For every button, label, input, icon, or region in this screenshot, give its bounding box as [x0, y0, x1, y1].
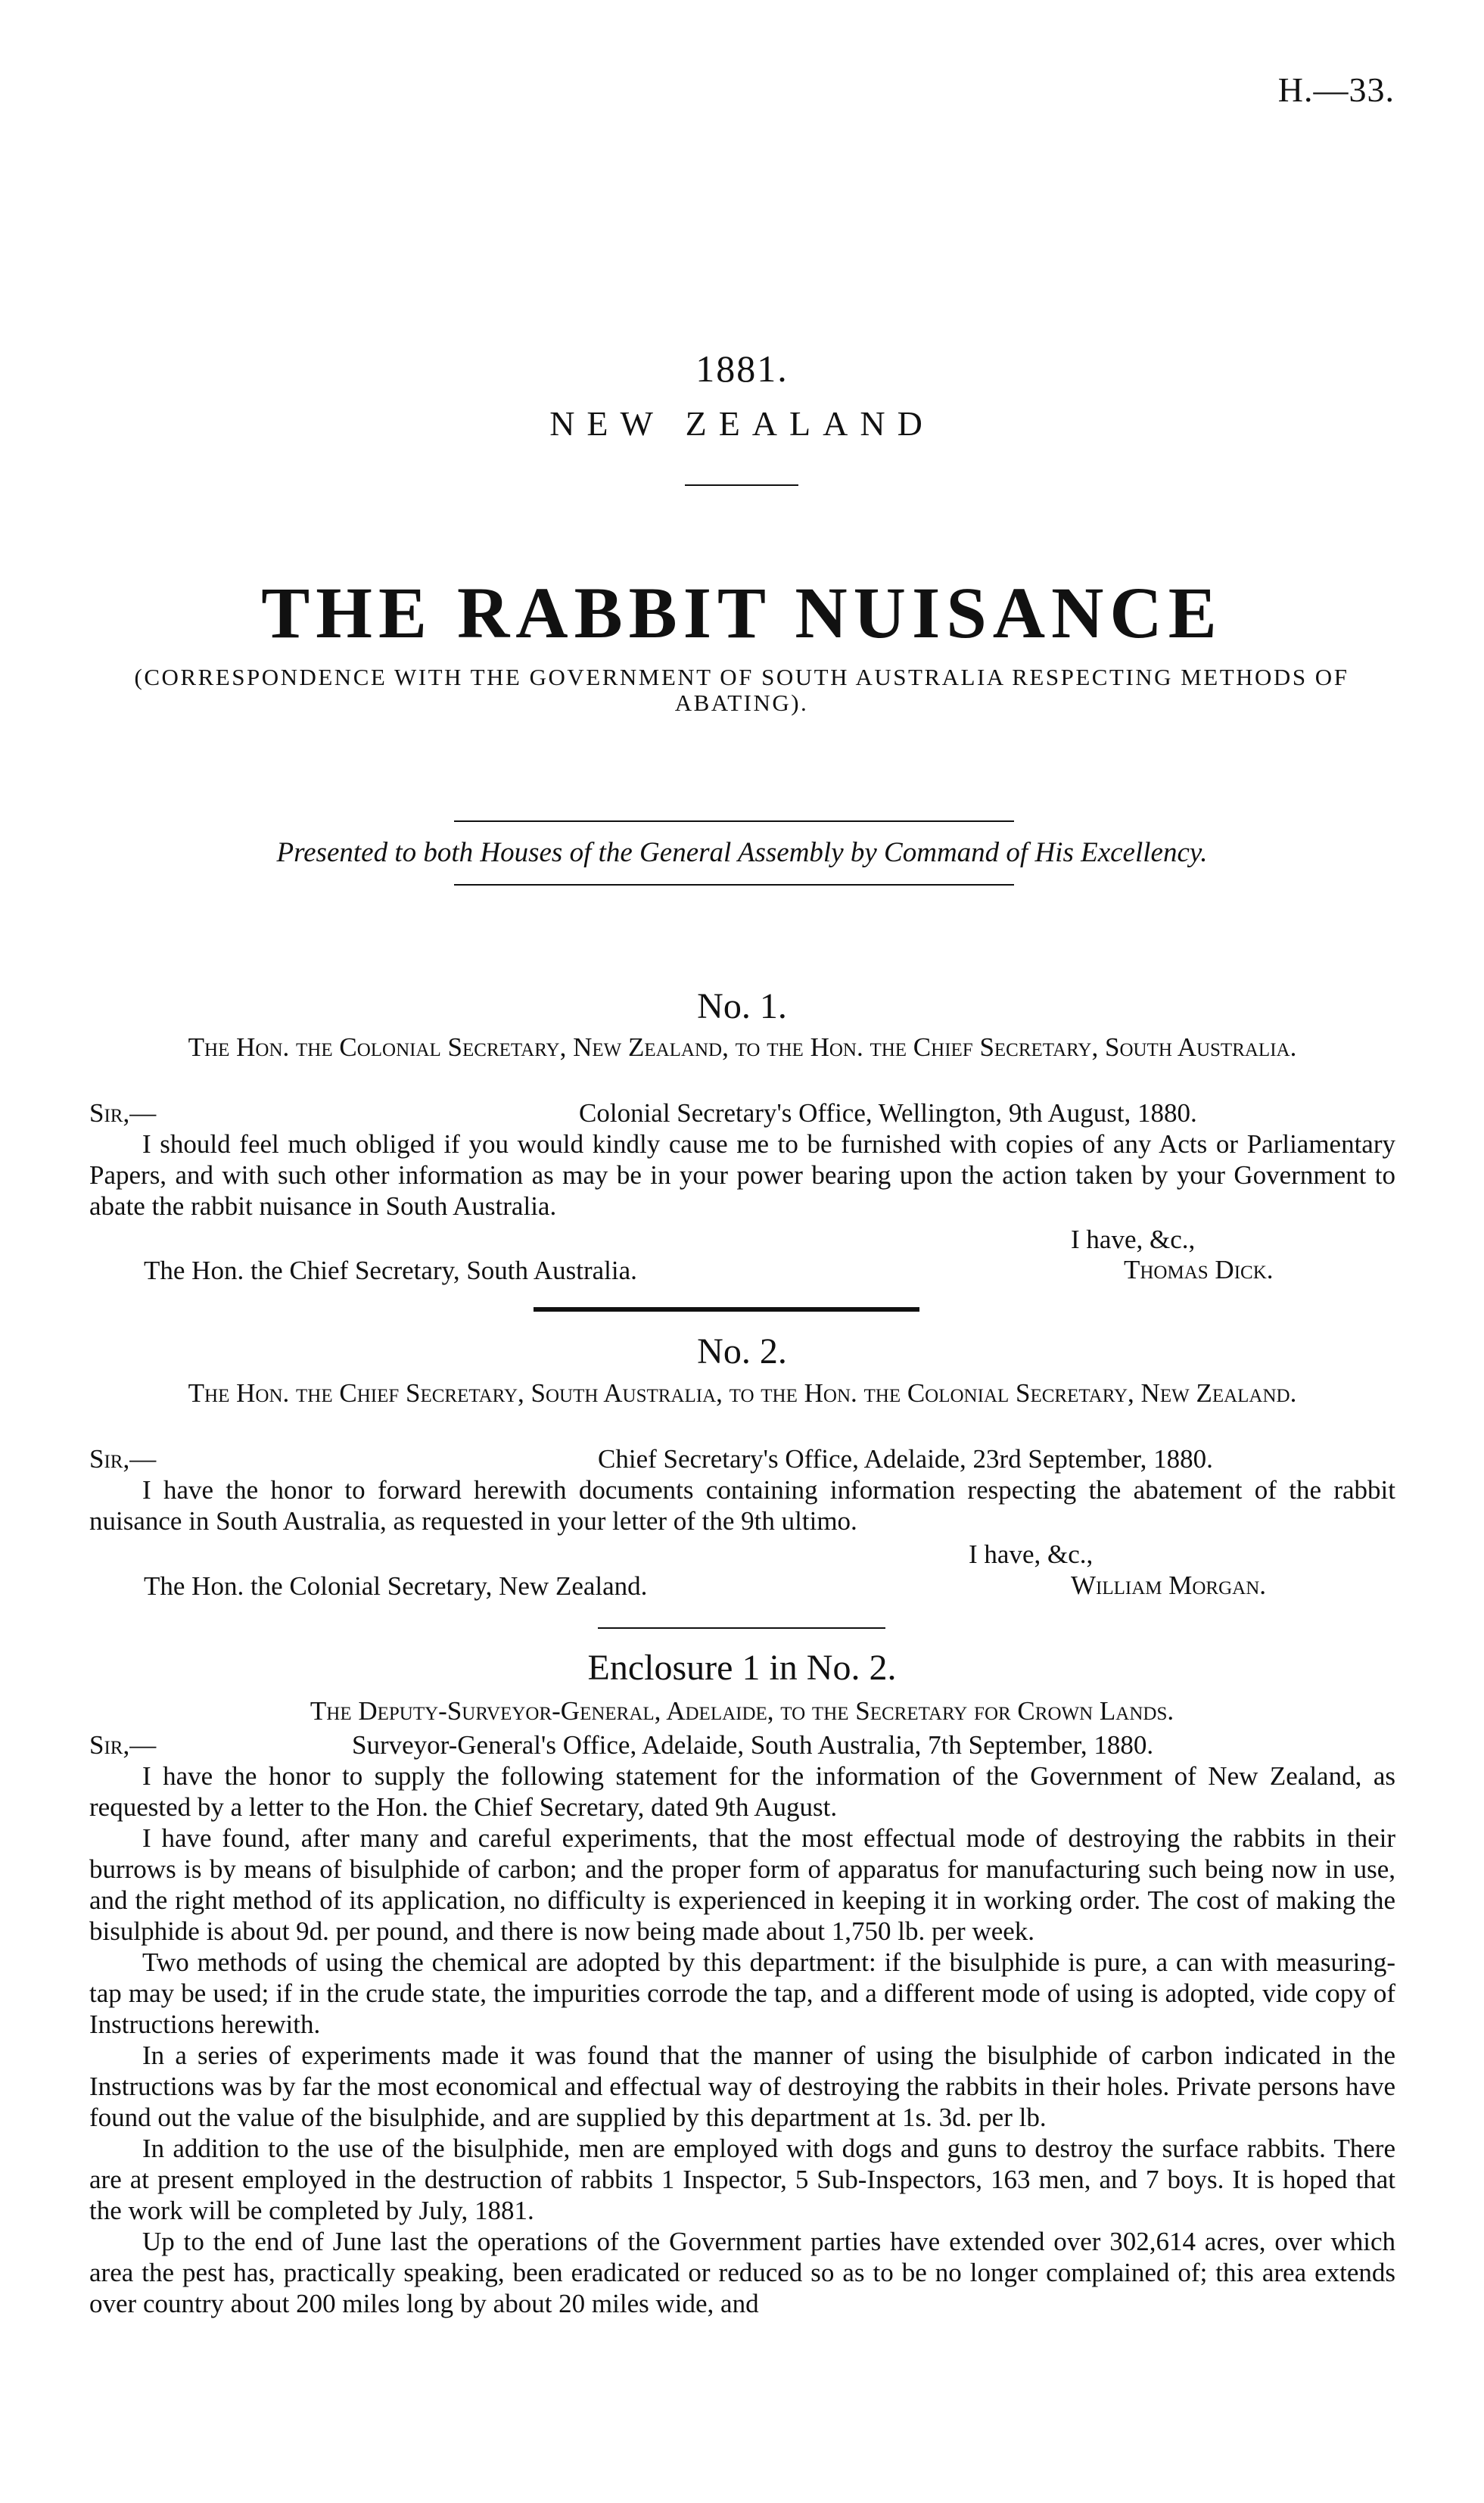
letter-1-salutation: Sir,—	[89, 1098, 157, 1128]
letter-1-signature: Thomas Dick.	[1124, 1255, 1274, 1284]
presented-line: Presented to both Houses of the General Assembly by Command of His Excellency.	[276, 837, 1208, 868]
enclosure-salutation: Sir,—	[89, 1730, 157, 1760]
letter-2-body	[89, 1474, 1395, 1536]
document-subtitle: (CORRESPONDENCE WITH THE GOVERNMENT OF SOUTH AUSTRALIA RESPECTING METHODS OF ABATING).	[134, 664, 1349, 716]
country: NEW ZEALAND	[549, 404, 935, 443]
letter-1-recipient: The Hon. the Chief Secretary, South Australia.	[144, 1256, 637, 1285]
letter-2-recipient: The Hon. the Colonial Secretary, New Zealand.	[144, 1571, 648, 1601]
letter-1-place-date: Colonial Secretary's Office, Wellington, 9th August, 1880.	[579, 1098, 1197, 1128]
section-divider-heavy	[534, 1307, 919, 1312]
enclosure-paragraph-1: I have the honor to supply the following statement for the information of the Government of New Zealand, as requested by a letter to the Hon. the Chief Secretary, dated 9th August.	[89, 1761, 1395, 1822]
enclosure-place-date: Surveyor-General's Office, Adelaide, South Australia, 7th September, 1880.	[352, 1730, 1154, 1760]
letter-2-heading: No. 2.	[697, 1331, 787, 1371]
presented-rule-bottom	[454, 884, 1014, 886]
year: 1881.	[695, 347, 789, 390]
letter-2-closing: I have, &c.,	[969, 1539, 1094, 1569]
enclosure-address: The Deputy-Surveyor-General, Adelaide, to the Secretary for Crown Lands.	[310, 1696, 1174, 1726]
letter-2-signature: William Morgan.	[1071, 1571, 1267, 1600]
enclosure-paragraph-6: Up to the end of June last the operations of the Government parties have extended over 302,614 acres, over which area the pest has, practically speaking, been eradicated or reduced so as to be no longer complained of; this area extends over country about 200 miles long by about 20 miles wide, and	[89, 2227, 1395, 2318]
title-divider	[685, 484, 798, 486]
letter-1-closing: I have, &c.,	[1071, 1225, 1196, 1254]
letter-2-place-date: Chief Secretary's Office, Adelaide, 23rd September, 1880.	[598, 1444, 1213, 1474]
letter-2-address: The Hon. the Chief Secretary, South Australia, to the Hon. the Colonial Secretary, New Zealand.	[188, 1378, 1297, 1408]
letter-1-paragraph: I should feel much obliged if you would kindly cause me to be furnished with copies of any Acts or Parliamentary Papers, and with such other information as may be in your power bearing upon the action taken by your Government to abate the rabbit nuisance in South Australia.	[89, 1129, 1395, 1221]
page-number: H.—33.	[1277, 70, 1395, 109]
letter-2-paragraph: I have the honor to forward herewith documents containing information respecting the abatement of the rabbit nuisance in South Australia, as requested in your letter of the 9th ultimo.	[89, 1475, 1395, 1536]
letter-1-heading: No. 1.	[697, 986, 787, 1026]
enclosure-body	[89, 1761, 1395, 2319]
presented-rule-top	[454, 820, 1014, 822]
enclosure-paragraph-4: In a series of experiments made it was found that the manner of using the bisulphide of carbon indicated in the Instructions was by far the most economical and effectual way of destroying the rabbits in their holes. Private persons have found out the value of the bisulphide, and are supplied by this department at 1s. 3d. per lb.	[89, 2041, 1395, 2132]
enclosure-paragraph-2: I have found, after many and careful experiments, that the most effectual mode of destroying the rabbits in their burrows is by means of bisulphide of carbon; and the proper form of apparatus for manufacturing such being now in use, and the right method of its application, no difficulty is experienced in keeping it in working order. The cost of making the bisulphide is about 9d. per pound, and there is now being made about 1,750 lb. per week.	[89, 1823, 1395, 1946]
letter-1-body	[89, 1129, 1395, 1222]
document-title: THE RABBIT NUISANCE	[261, 572, 1223, 653]
letter-1-address: The Hon. the Colonial Secretary, New Zealand, to the Hon. the Chief Secretary, South Australia.	[188, 1032, 1297, 1062]
section-divider-light	[598, 1627, 885, 1629]
enclosure-paragraph-5: In addition to the use of the bisulphide, men are employed with dogs and guns to destroy the surface rabbits. There are at present employed in the destruction of rabbits 1 Inspector, 5 Sub-Inspectors, 163 men, and 7 boys. It is hoped that the work will be completed by July, 1881.	[89, 2134, 1395, 2225]
letter-2-salutation: Sir,—	[89, 1444, 157, 1474]
enclosure-heading: Enclosure 1 in No. 2.	[587, 1648, 897, 1688]
enclosure-paragraph-3: Two methods of using the chemical are adopted by this department: if the bisulphide is pure, a can with measuring-tap may be used; if in the crude state, the impurities corrode the tap, and a different mode of using is adopted, vide copy of Instructions herewith.	[89, 1947, 1395, 2039]
